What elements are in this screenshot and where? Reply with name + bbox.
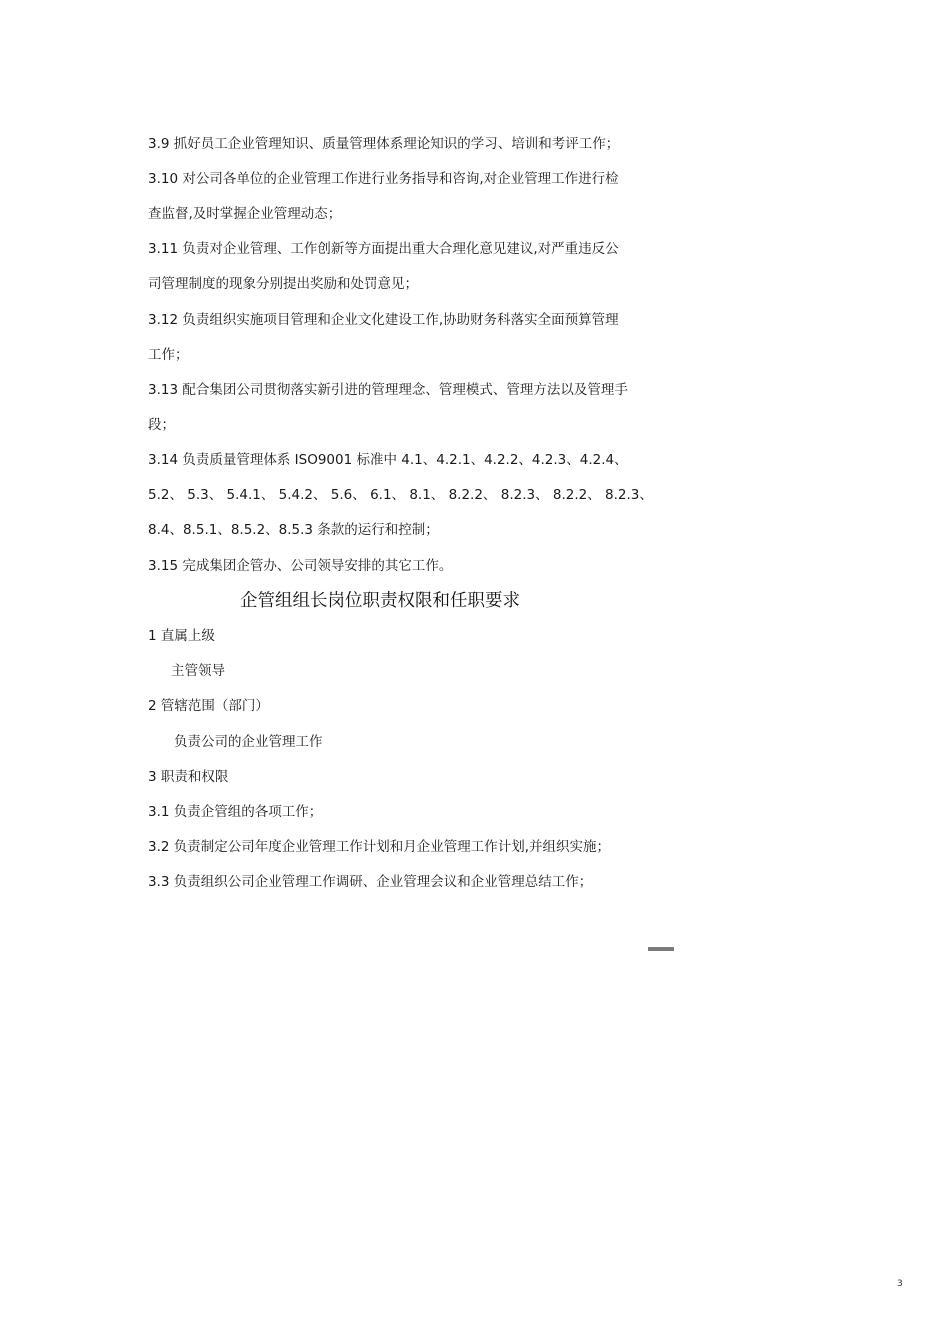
scope-label: 2 管辖范围（部门） (148, 698, 269, 714)
paragraph-3-15: 3.15 完成集团企管办、公司领导安排的其它工作。 (148, 558, 453, 574)
paragraph-3-14-line1: 3.14 负责质量管理体系 ISO9001 标准中 4.1、4.2.1、4.2.2、4.2.3、4.2.4、 (148, 452, 628, 468)
page-number: 3 (897, 1279, 903, 1289)
paragraph-3-14-line2: 5.2、 5.3、 5.4.1、 5.4.2、 5.6、 6.1、 8.1、 8.2.2、 8.2.3、 8.2.2、 8.2.3、 (148, 487, 653, 503)
paragraph-3-10-line1: 3.10 对公司各单位的企业管理工作进行业务指导和咨询,对企业管理工作进行检 (148, 171, 619, 187)
paragraph-3-13-line1: 3.13 配合集团公司贯彻落实新引进的管理理念、管理模式、管理方法以及管理手 (148, 382, 628, 398)
paragraph-3-11-line2: 司管理制度的现象分别提出奖励和处罚意见； (148, 276, 418, 292)
scope-value: 负责公司的企业管理工作 (174, 734, 323, 750)
superior-label: 1 直属上级 (148, 628, 215, 644)
paragraph-3-9: 3.9 抓好员工企业管理知识、质量管理体系理论知识的学习、培训和考评工作； (148, 136, 620, 152)
duty-3-2: 3.2 负责制定公司年度企业管理工作计划和月企业管理工作计划,并组织实施； (148, 839, 611, 855)
paragraph-3-11-line1: 3.11 负责对企业管理、工作创新等方面提出重大合理化意见建议,对严重违反公 (148, 241, 619, 257)
paragraph-3-13-line2: 段； (148, 417, 175, 433)
superior-value: 主管领导 (171, 663, 225, 679)
paragraph-3-12-line2: 工作； (148, 347, 189, 363)
section-heading: 企管组组长岗位职责权限和任职要求 (240, 591, 520, 611)
paragraph-3-12-line1: 3.12 负责组织实施项目管理和企业文化建设工作,协助财务科落实全面预算管理 (148, 312, 619, 328)
duty-3-3: 3.3 负责组织公司企业管理工作调研、企业管理会议和企业管理总结工作； (148, 874, 593, 890)
separator-dash (648, 947, 674, 951)
duty-3-1: 3.1 负责企管组的各项工作； (148, 804, 323, 820)
duties-label: 3 职责和权限 (148, 769, 229, 785)
paragraph-3-10-line2: 查监督,及时掌握企业管理动态； (148, 206, 342, 222)
paragraph-3-14-line3: 8.4、8.5.1、8.5.2、8.5.3 条款的运行和控制； (148, 522, 439, 538)
